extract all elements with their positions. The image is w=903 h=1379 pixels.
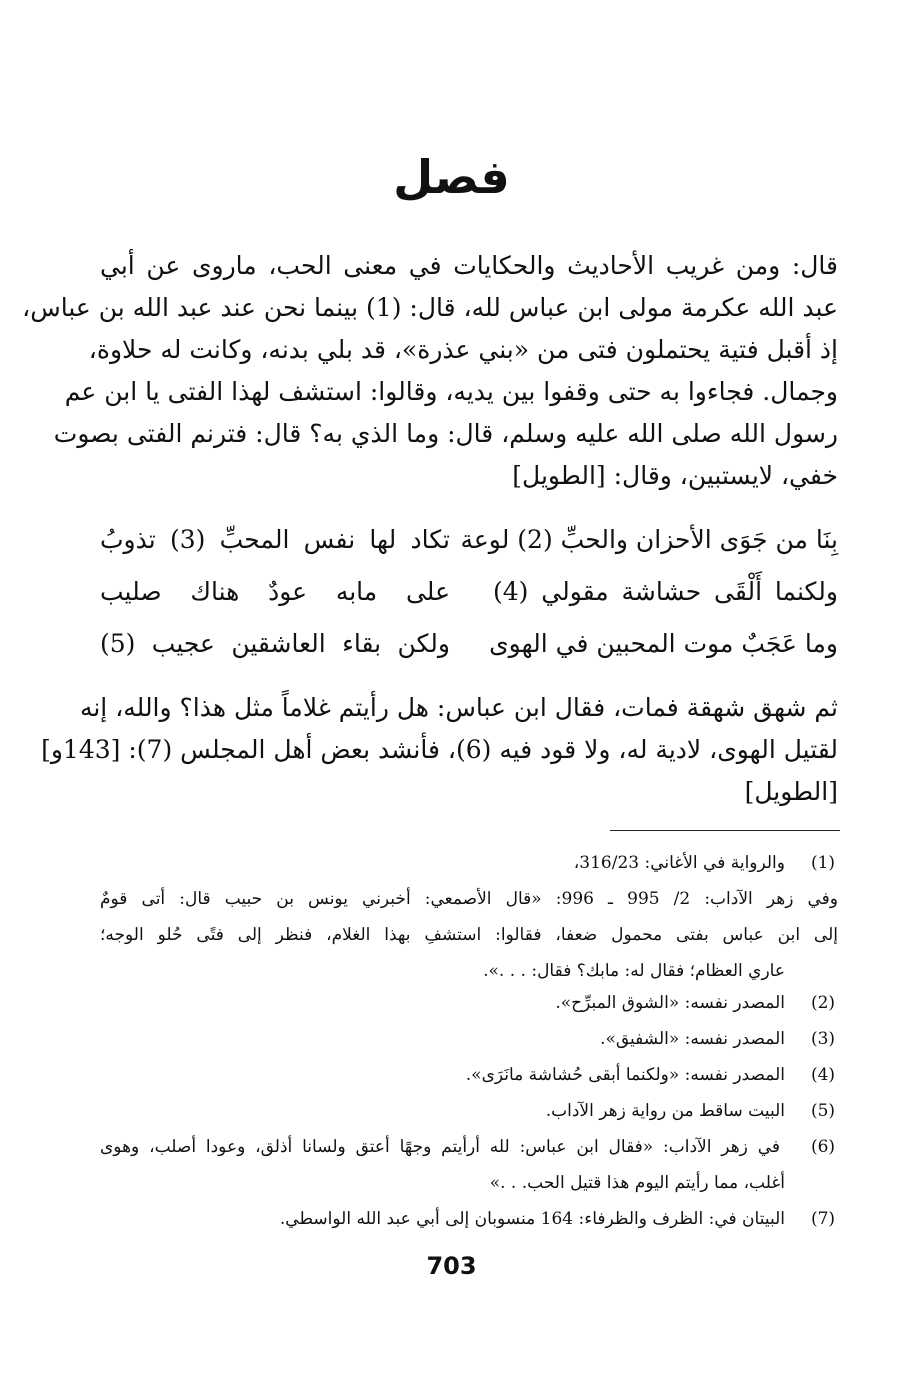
footnote-separator [610, 830, 840, 831]
body-line: ثم شهق شهقة فمات، فقال ابن عباس: هل رأيتم غلاماً مثل هذا؟ والله، إنه [79, 693, 838, 722]
footnote-text: والرواية في الأغاني: 316/23، [573, 853, 785, 873]
footnote-number: (1) [810, 853, 836, 873]
body-line: لقتيل الهوى، لادية له، ولا قود فيه (6)، فأنشد بعض أهل المجلس (7): [143و] [41, 735, 838, 764]
footnote-number: (5) [810, 1101, 836, 1121]
verse-first-hemistich: بِنَا من جَوَى الأحزان والحبِّ (2) لوعة [460, 525, 838, 554]
verse-first-hemistich: ولكنما أَلْقَى حشاشة مقولي (4) [493, 577, 838, 606]
footnote-text: أغلب، مما رأيتم اليوم هذا قتيل الحب. . .» [489, 1173, 785, 1193]
body-line: خفي، لايستبين، وقال: [الطويل] [512, 461, 838, 490]
body-line: وجمال. فجاءوا به حتى وقفوا بين يديه، وقالوا: استشف لهذا الفتى يا ابن عم [64, 377, 838, 406]
footnote-number: (3) [810, 1029, 836, 1049]
footnote-number: (6) [810, 1137, 836, 1157]
footnote-text: البيت ساقط من رواية زهر الآداب. [545, 1101, 785, 1121]
body-line: [الطويل] [744, 777, 838, 806]
verse-first-hemistich: وما عَجَبٌ موت المحبين في الهوى [489, 629, 838, 658]
footnote-number: (2) [810, 993, 836, 1013]
footnote-text: في زهر الآداب: «فقال ابن عباس: لله أرأيتم وجهًا أعتق ولسانا أذلق، وعودا أصلب، وهوى [100, 1137, 780, 1157]
body-line: إذ أقبل فتية يحتملون فتى من «بني عذرة»، قد بلي بدنه، وكانت له حلاوة، [88, 335, 838, 364]
footnote-text: البيتان في: الظرف والظرفاء: 164 منسوبان إلى أبي عبد الله الواسطي. [279, 1209, 785, 1229]
verse-second-hemistich: على مابه عودٌ هناك صليب [100, 577, 450, 606]
footnote-text: عاري العظام؛ فقال له: مابك؟ فقال: . . .». [483, 961, 785, 981]
footnote-text: وفي زهر الآداب: 2/ 995 ـ 996: «قال الأصمعي: أخبرني يونس بن حبيب قال: أتى قومٌ [100, 889, 839, 909]
verse-second-hemistich: ولكن بقاء العاشقين عجيب (5) [100, 629, 450, 658]
footnote-text: المصدر نفسه: «ولكنما أبقى حُشاشة مانَرَى». [465, 1065, 785, 1085]
footnote-number: (7) [810, 1209, 836, 1229]
verse-second-hemistich: تكاد لها نفس المحبِّ (3) تذوبُ [100, 525, 450, 554]
body-line: قال: ومن غريب الأحاديث والحكايات في معنى الحب، ماروى عن أبي [100, 251, 838, 280]
page-number: 703 [426, 1252, 477, 1280]
section-title: فصل [393, 150, 510, 204]
footnote-text: إلى ابن عباس بفتى محمول ضعفا، فقالوا: استشفِ بهذا الغلام، فنظر إلى فتًى حُلو الوجه؛ [100, 925, 838, 945]
footnote-number: (4) [810, 1065, 836, 1085]
footnote-text: المصدر نفسه: «الشفيق». [600, 1029, 785, 1049]
body-line: رسول الله صلى الله عليه وسلم، قال: وما الذي به؟ قال: فترنم الفتى بصوت [53, 419, 838, 448]
footnote-text: المصدر نفسه: «الشوق المبرِّح». [555, 993, 785, 1013]
body-line: عبد الله عكرمة مولى ابن عباس لله، قال: (1) بينما نحن عند عبد الله بن عباس، [22, 293, 838, 322]
